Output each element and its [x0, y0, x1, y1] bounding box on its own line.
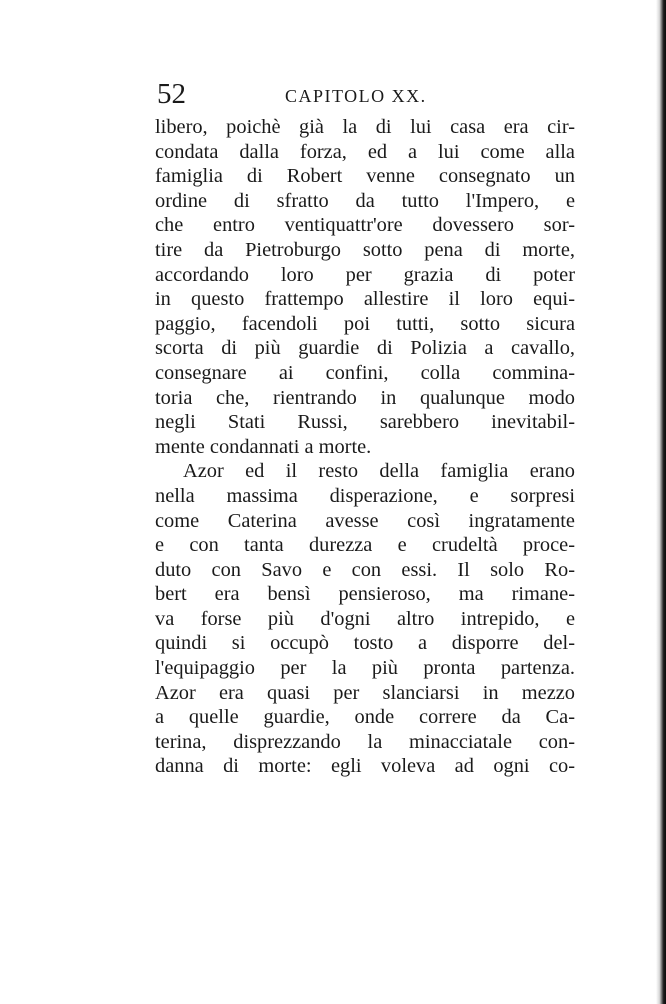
text-line: l'equipaggio per la più pronta partenza.	[155, 657, 575, 680]
text-line: toria che, rientrando in qualunque modo	[155, 386, 575, 409]
text-line: Azor era quasi per slanciarsi in mezzo	[155, 681, 575, 704]
text-line: mente condannati a morte.	[155, 435, 372, 458]
text-line: danna di morte: egli voleva ad ogni co-	[155, 755, 575, 778]
text-line: come Caterina avesse così ingratamente	[155, 509, 575, 532]
text-line: bert era bensì pensieroso, ma rimane-	[155, 583, 575, 606]
text-line: condata dalla forza, ed a lui come alla	[155, 140, 575, 163]
page-edge-shadow	[656, 0, 666, 1004]
text-line: scorta di più guardie di Polizia a cavallo,	[155, 337, 575, 360]
text-line: duto con Savo e con essi. Il solo Ro-	[155, 558, 575, 581]
body-text	[155, 115, 575, 779]
text-line: terina, disprezzando la minacciatale con-	[155, 730, 575, 753]
page-number: 52	[157, 78, 186, 110]
text-line: in questo frattempo allestire il loro equi-	[155, 288, 575, 311]
page-header	[157, 74, 617, 114]
text-line: tire da Pietroburgo sotto pena di morte,	[155, 238, 575, 261]
text-line: Azor ed il resto della famiglia erano	[183, 460, 575, 483]
text-line: e con tanta durezza e crudeltà proce-	[155, 534, 575, 557]
text-line: accordando loro per grazia di poter	[155, 263, 575, 286]
text-line: negli Stati Russi, sarebbero inevitabil-	[155, 411, 575, 434]
running-head: CAPITOLO XX.	[285, 86, 427, 106]
paragraph-1	[155, 115, 575, 459]
text-line: famiglia di Robert venne consegnato un	[155, 165, 575, 188]
text-line: libero, poichè già la di lui casa era cir-	[155, 116, 575, 138]
text-line: che entro ventiquattr'ore dovessero sor-	[155, 214, 575, 237]
text-line: va forse più d'ogni altro intrepido, e	[155, 607, 575, 630]
paragraph-2	[155, 459, 575, 779]
text-line: nella massima disperazione, e sorpresi	[155, 484, 575, 507]
text-line: consegnare ai confini, colla commina-	[155, 361, 575, 384]
text-line: quindi si occupò tosto a disporre del-	[155, 632, 575, 655]
text-line: ordine di sfratto da tutto l'Impero, e	[155, 189, 575, 212]
text-line: paggio, facendoli poi tutti, sotto sicura	[155, 312, 575, 335]
text-line: a quelle guardie, onde correre da Ca-	[155, 706, 575, 729]
